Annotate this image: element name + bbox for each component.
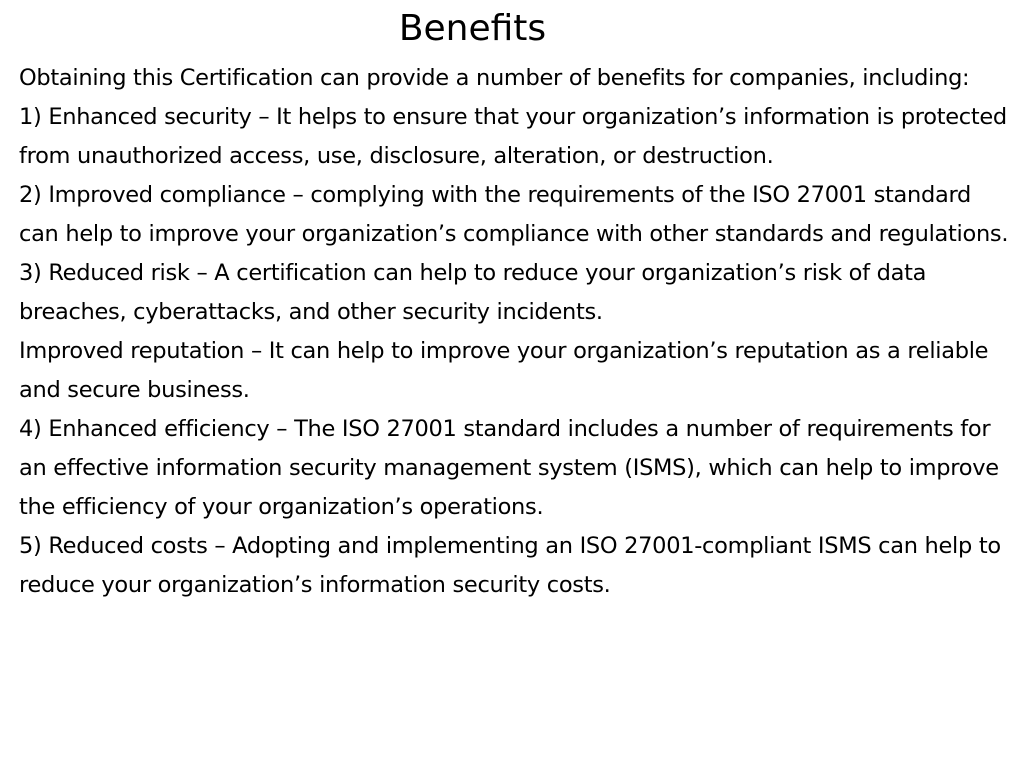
intro-paragraph: Obtaining this Certification can provide a number of benefits for companies, including: [19,65,970,91]
benefit-enhanced-efficiency: 4) Enhanced efficiency – The ISO 27001 standard includes a number of requirements for an effective information security management system (ISMS), which can help to improve the efficiency of your organization’s operations. [19,416,999,520]
benefit-enhanced-security: 1) Enhanced security – It helps to ensure that your organization’s information is protected from unauthorized access, use, disclosure, alteration, or destruction. [19,104,1007,169]
slide-body [19,59,1009,605]
benefit-reduced-risk: 3) Reduced risk – A certification can help to reduce your organization’s risk of data breaches, cyberattacks, and other security incidents. [19,260,927,325]
slide-title: Benefits [398,8,547,49]
benefit-improved-compliance: 2) Improved compliance – complying with the requirements of the ISO 27001 standard can help to improve your organization’s compliance with other standards and regulations. [19,182,1009,247]
benefit-reduced-costs: 5) Reduced costs – Adopting and implementing an ISO 27001-compliant ISMS can help to reduce your organization’s information security costs. [19,533,1001,598]
benefit-improved-reputation: Improved reputation – It can help to improve your organization’s reputation as a reliable and secure business. [19,338,989,403]
